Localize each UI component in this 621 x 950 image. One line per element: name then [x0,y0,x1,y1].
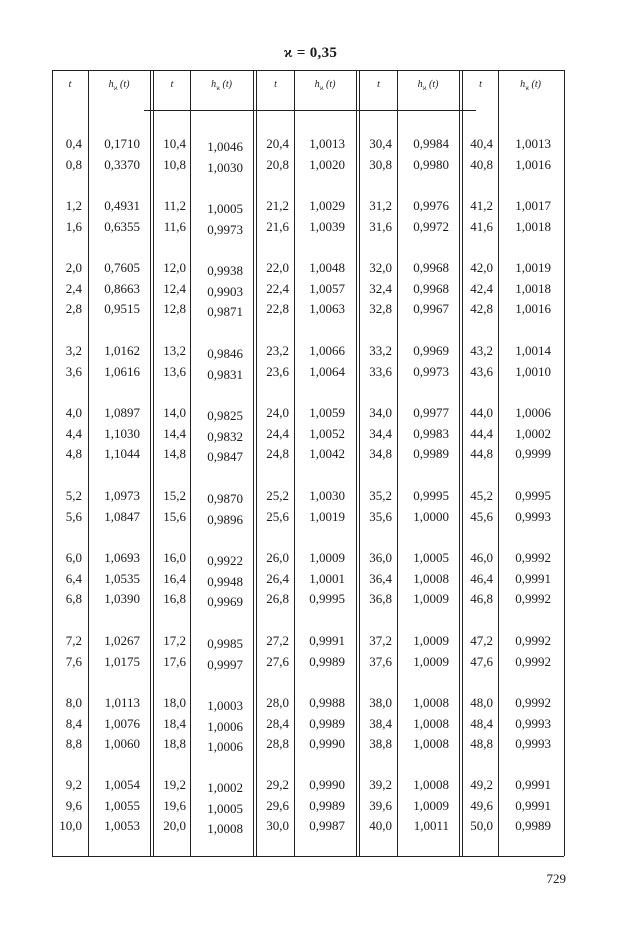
h-value: 1,0014 [515,343,551,358]
h-value: 1,0616 [104,363,140,379]
h-value: 0,9989 [515,818,551,833]
h-value: 0,9825 [207,408,243,423]
t-value: 36,4 [369,570,392,586]
header-rule [144,110,476,111]
t-value: 44,4 [470,425,493,441]
h-value: 0,9997 [207,656,243,672]
h-value: 1,0076 [104,715,140,731]
h-value: 0,9948 [207,573,243,589]
h-value: 1,0066 [309,343,345,358]
t-value: 38,4 [369,715,392,731]
h-value: 1,1030 [104,425,140,441]
t-value: 44,8 [470,446,493,461]
h-value: 0,9995 [309,591,345,606]
t-value: 30,4 [369,136,392,151]
h-value: 1,0002 [207,780,243,795]
t-value: 15,6 [163,508,186,524]
t-value: 32,4 [369,280,392,296]
h-value: 1,0005 [413,550,449,565]
h-value: 0,9968 [413,280,449,296]
t-value: 12,8 [163,301,186,316]
t-value: 48,4 [470,715,493,731]
t-value: 38,8 [369,736,392,751]
h-value: 1,0008 [413,695,449,710]
h-value: 1,0057 [309,280,345,296]
col-sep-inner-5 [498,70,499,856]
t-value: 6,8 [65,591,82,606]
h-value: 0,9515 [104,301,140,316]
h-value: 1,0897 [104,405,140,420]
outer-right-rule [564,70,565,856]
h-value: 0,9973 [207,221,243,237]
h-value: 1,0013 [515,136,551,151]
t-value: 14,8 [163,446,186,461]
h-value: 0,9973 [413,363,449,379]
h-value: 0,9922 [207,553,243,568]
t-value: 40,0 [369,818,392,833]
h-value: 0,9989 [309,653,345,669]
t-value: 50,0 [470,818,493,833]
h-value: 0,9987 [309,818,345,833]
h-value: 0,9992 [515,633,551,648]
table-title: ϰ = 0,35 [283,45,338,61]
h-value: 0,9993 [515,508,551,524]
header-t-2: t [170,79,174,90]
t-value: 20,4 [266,136,289,151]
t-value: 15,2 [163,488,186,503]
t-value: 2,8 [65,301,82,316]
h-value: 1,0847 [104,508,140,524]
h-value: 1,0052 [309,425,345,441]
t-value: 8,0 [65,695,82,710]
h-value: 1,0030 [309,488,345,503]
t-value: 16,4 [163,570,186,586]
t-value: 7,6 [65,653,82,669]
h-value: 0,9983 [413,425,449,441]
t-value: 45,2 [470,488,493,503]
h-value: 1,0005 [207,800,243,816]
header-t-1: t [68,79,72,90]
h-value: 1,0059 [309,405,345,420]
t-value: 39,2 [369,777,392,792]
t-value: 46,8 [470,591,493,606]
h-value: 1,0019 [515,260,551,275]
h-value: 0,9969 [207,594,243,609]
h-value: 1,0001 [309,570,345,586]
h-value: 1,0175 [104,653,140,669]
t-value: 16,0 [163,550,186,565]
h-value: 0,9846 [207,346,243,361]
col-sep-inner-1 [88,70,89,856]
h-value: 0,3370 [104,156,140,172]
h-value: 0,9992 [515,695,551,710]
t-value: 32,0 [369,260,392,275]
t-value: 10,0 [59,818,82,833]
h-value: 0,9984 [413,136,449,151]
h-value: 0,9995 [413,488,449,503]
h-value: 0,9969 [413,343,449,358]
t-value: 48,0 [470,695,493,710]
h-value: 1,0009 [413,653,449,669]
t-value: 26,8 [266,591,289,606]
t-value: 34,8 [369,446,392,461]
h-value: 0,9977 [413,405,449,420]
t-value: 6,0 [65,550,82,565]
t-value: 17,6 [163,653,186,669]
h-value: 0,9989 [309,715,345,731]
t-value: 10,4 [163,136,186,151]
h-value: 1,0008 [413,715,449,731]
h-value: 1,0006 [207,718,243,734]
header-h-1: $h_ϰ$ (t) [108,79,130,92]
h-value: 0,9992 [515,653,551,669]
h-value: 1,0011 [413,818,449,833]
h-value: 1,0048 [309,260,345,275]
h-value: 1,0006 [207,739,243,754]
h-value: 1,0535 [104,570,140,586]
t-value: 46,4 [470,570,493,586]
t-value: 32,8 [369,301,392,316]
t-value: 11,2 [163,198,186,213]
t-value: 27,6 [266,653,289,669]
h-value: 0,9993 [515,715,551,731]
header-t-3: t [274,79,277,90]
t-value: 37,2 [369,633,392,648]
h-value: 1,0005 [207,201,243,216]
t-value: 5,2 [65,488,82,503]
h-value: 1,0029 [309,198,345,213]
t-value: 49,6 [470,797,493,813]
h-value: 1,0010 [515,363,551,379]
t-value: 14,0 [163,405,186,420]
t-value: 7,2 [65,633,82,648]
t-value: 25,2 [266,488,289,503]
h-value: 1,0008 [413,570,449,586]
t-value: 26,0 [266,550,289,565]
h-value: 0,9988 [309,695,345,710]
h-value: 0,9992 [515,591,551,606]
t-value: 12,4 [163,280,186,296]
t-value: 28,8 [266,736,289,751]
t-value: 34,4 [369,425,392,441]
t-value: 20,0 [163,818,186,833]
t-value: 36,8 [369,591,392,606]
t-value: 33,6 [369,363,392,379]
h-value: 0,6355 [104,218,140,234]
h-value: 1,0064 [309,363,345,379]
h-value: 0,9871 [207,304,243,319]
t-value: 47,6 [470,653,493,669]
h-value: 0,9991 [515,797,551,813]
h-value: 1,0016 [515,301,551,316]
t-value: 41,6 [470,218,493,234]
t-value: 28,0 [266,695,289,710]
h-value: 1,1044 [104,446,140,461]
col-sep-inner-2 [190,70,191,856]
h-value: 0,1710 [104,136,140,151]
col-sep-inner-4 [397,70,398,856]
t-value: 48,8 [470,736,493,751]
t-value: 10,8 [163,156,186,172]
header-h-3: $h_ϰ$ (t) [314,79,336,92]
t-value: 36,0 [369,550,392,565]
t-value: 2,4 [65,280,82,296]
t-value: 18,0 [163,695,186,710]
h-value: 1,0046 [207,139,243,154]
t-value: 18,8 [163,736,186,751]
t-value: 4,0 [65,405,82,420]
t-value: 19,2 [163,777,186,792]
h-value: 1,0000 [413,508,449,524]
h-value: 1,0039 [309,218,345,234]
h-value: 0,7605 [104,260,140,275]
h-value: 1,0020 [309,156,345,172]
h-value: 1,0006 [515,405,551,420]
h-value: 1,0002 [515,425,551,441]
h-value: 1,0030 [207,159,243,175]
h-value: 0,9938 [207,263,243,278]
h-value: 1,0053 [104,818,140,833]
h-value: 0,9999 [515,446,551,461]
t-value: 31,6 [369,218,392,234]
h-value: 0,9831 [207,366,243,382]
h-value: 0,9976 [413,198,449,213]
h-value: 0,9989 [309,797,345,813]
t-value: 22,8 [266,301,289,316]
t-value: 29,6 [266,797,289,813]
t-value: 14,4 [163,425,186,441]
t-value: 5,6 [65,508,82,524]
t-value: 43,2 [470,343,493,358]
header-h-4: $h_ϰ$ (t) [417,79,439,92]
t-value: 21,2 [266,198,289,213]
t-value: 31,2 [369,198,392,213]
h-value: 0,9990 [309,736,345,751]
h-value: 0,9992 [515,550,551,565]
t-value: 24,0 [266,405,289,420]
h-value: 1,0018 [515,280,551,296]
h-value: 1,0113 [104,695,140,710]
t-value: 21,6 [266,218,289,234]
t-value: 24,8 [266,446,289,461]
h-value: 1,0055 [104,797,140,813]
t-value: 40,8 [470,156,493,172]
t-value: 3,2 [65,343,82,358]
t-value: 16,8 [163,591,186,606]
t-value: 37,6 [369,653,392,669]
t-value: 26,4 [266,570,289,586]
t-value: 4,4 [65,425,82,441]
t-value: 2,0 [65,260,82,275]
t-value: 22,0 [266,260,289,275]
t-value: 3,6 [65,363,82,379]
header-t-5: t [479,79,482,90]
t-value: 0,4 [65,136,82,151]
h-value: 0,9991 [515,777,551,792]
h-value: 0,9903 [207,283,243,299]
h-value: 0,9968 [413,260,449,275]
h-value: 0,9989 [413,446,449,461]
t-value: 11,6 [163,218,186,234]
t-value: 1,6 [65,218,82,234]
t-value: 18,4 [163,715,186,731]
t-value: 13,2 [163,343,186,358]
h-value: 0,9847 [207,449,243,464]
t-value: 17,2 [163,633,186,648]
t-value: 13,6 [163,363,186,379]
t-value: 46,0 [470,550,493,565]
h-value: 1,0016 [515,156,551,172]
t-value: 27,2 [266,633,289,648]
h-value: 0,9832 [207,428,243,444]
h-value: 1,0693 [104,550,140,565]
t-value: 28,4 [266,715,289,731]
t-value: 39,6 [369,797,392,813]
h-value: 1,0009 [413,633,449,648]
t-value: 43,6 [470,363,493,379]
t-value: 45,6 [470,508,493,524]
t-value: 30,8 [369,156,392,172]
t-value: 47,2 [470,633,493,648]
t-value: 49,2 [470,777,493,792]
t-value: 8,8 [65,736,82,751]
header-h-5: $h_ϰ$ (t) [520,79,541,92]
t-value: 23,2 [266,343,289,358]
t-value: 8,4 [65,715,82,731]
t-value: 34,0 [369,405,392,420]
h-value: 1,0162 [104,343,140,358]
h-value: 1,0042 [309,446,345,461]
h-value: 1,0018 [515,218,551,234]
h-value: 1,0267 [104,633,140,648]
h-value: 0,9991 [309,633,345,648]
h-value: 1,0390 [104,591,140,606]
h-value: 1,0063 [309,301,345,316]
h-value: 1,0008 [413,777,449,792]
t-value: 25,6 [266,508,289,524]
h-value: 1,0019 [309,508,345,524]
h-value: 1,0013 [309,136,345,151]
t-value: 42,0 [470,260,493,275]
h-value: 1,0009 [309,550,345,565]
h-value: 1,0060 [104,736,140,751]
h-value: 1,0017 [515,198,551,213]
t-value: 33,2 [369,343,392,358]
h-value: 0,9995 [515,488,551,503]
t-value: 35,2 [369,488,392,503]
t-value: 0,8 [65,156,82,172]
top-rule [52,70,564,71]
t-value: 12,0 [163,260,186,275]
h-value: 1,0054 [104,777,140,792]
h-value: 1,0008 [207,821,243,836]
t-value: 44,0 [470,405,493,420]
h-value: 0,9870 [207,491,243,506]
h-value: 0,9980 [413,156,449,172]
t-value: 40,4 [470,136,493,151]
t-value: 42,8 [470,301,493,316]
h-value: 0,4931 [104,198,140,213]
h-value: 1,0009 [413,591,449,606]
t-value: 42,4 [470,280,493,296]
header-h-2: $h_ϰ$ (t) [211,79,232,92]
t-value: 29,2 [266,777,289,792]
h-value: 1,0973 [104,488,140,503]
t-value: 30,0 [266,818,289,833]
t-value: 41,2 [470,198,493,213]
h-value: 0,8663 [104,280,140,296]
t-value: 35,6 [369,508,392,524]
t-value: 4,8 [65,446,82,461]
h-value: 1,0008 [413,736,449,751]
t-value: 20,8 [266,156,289,172]
bottom-rule [52,856,564,857]
h-value: 0,9896 [207,511,243,527]
t-value: 23,6 [266,363,289,379]
h-value: 1,0003 [207,698,243,713]
t-value: 38,0 [369,695,392,710]
t-value: 24,4 [266,425,289,441]
h-value: 0,9991 [515,570,551,586]
t-value: 1,2 [65,198,82,213]
page-number: 729 [546,871,566,886]
t-value: 9,2 [65,777,82,792]
h-value: 1,0009 [413,797,449,813]
t-value: 9,6 [65,797,82,813]
t-value: 22,4 [266,280,289,296]
h-value: 0,9990 [309,777,345,792]
h-value: 0,9967 [413,301,449,316]
h-value: 0,9993 [515,736,551,751]
t-value: 6,4 [65,570,82,586]
header-t-4: t [377,79,380,90]
h-value: 0,9972 [413,218,449,234]
t-value: 19,6 [163,797,186,813]
h-value: 0,9985 [207,636,243,651]
